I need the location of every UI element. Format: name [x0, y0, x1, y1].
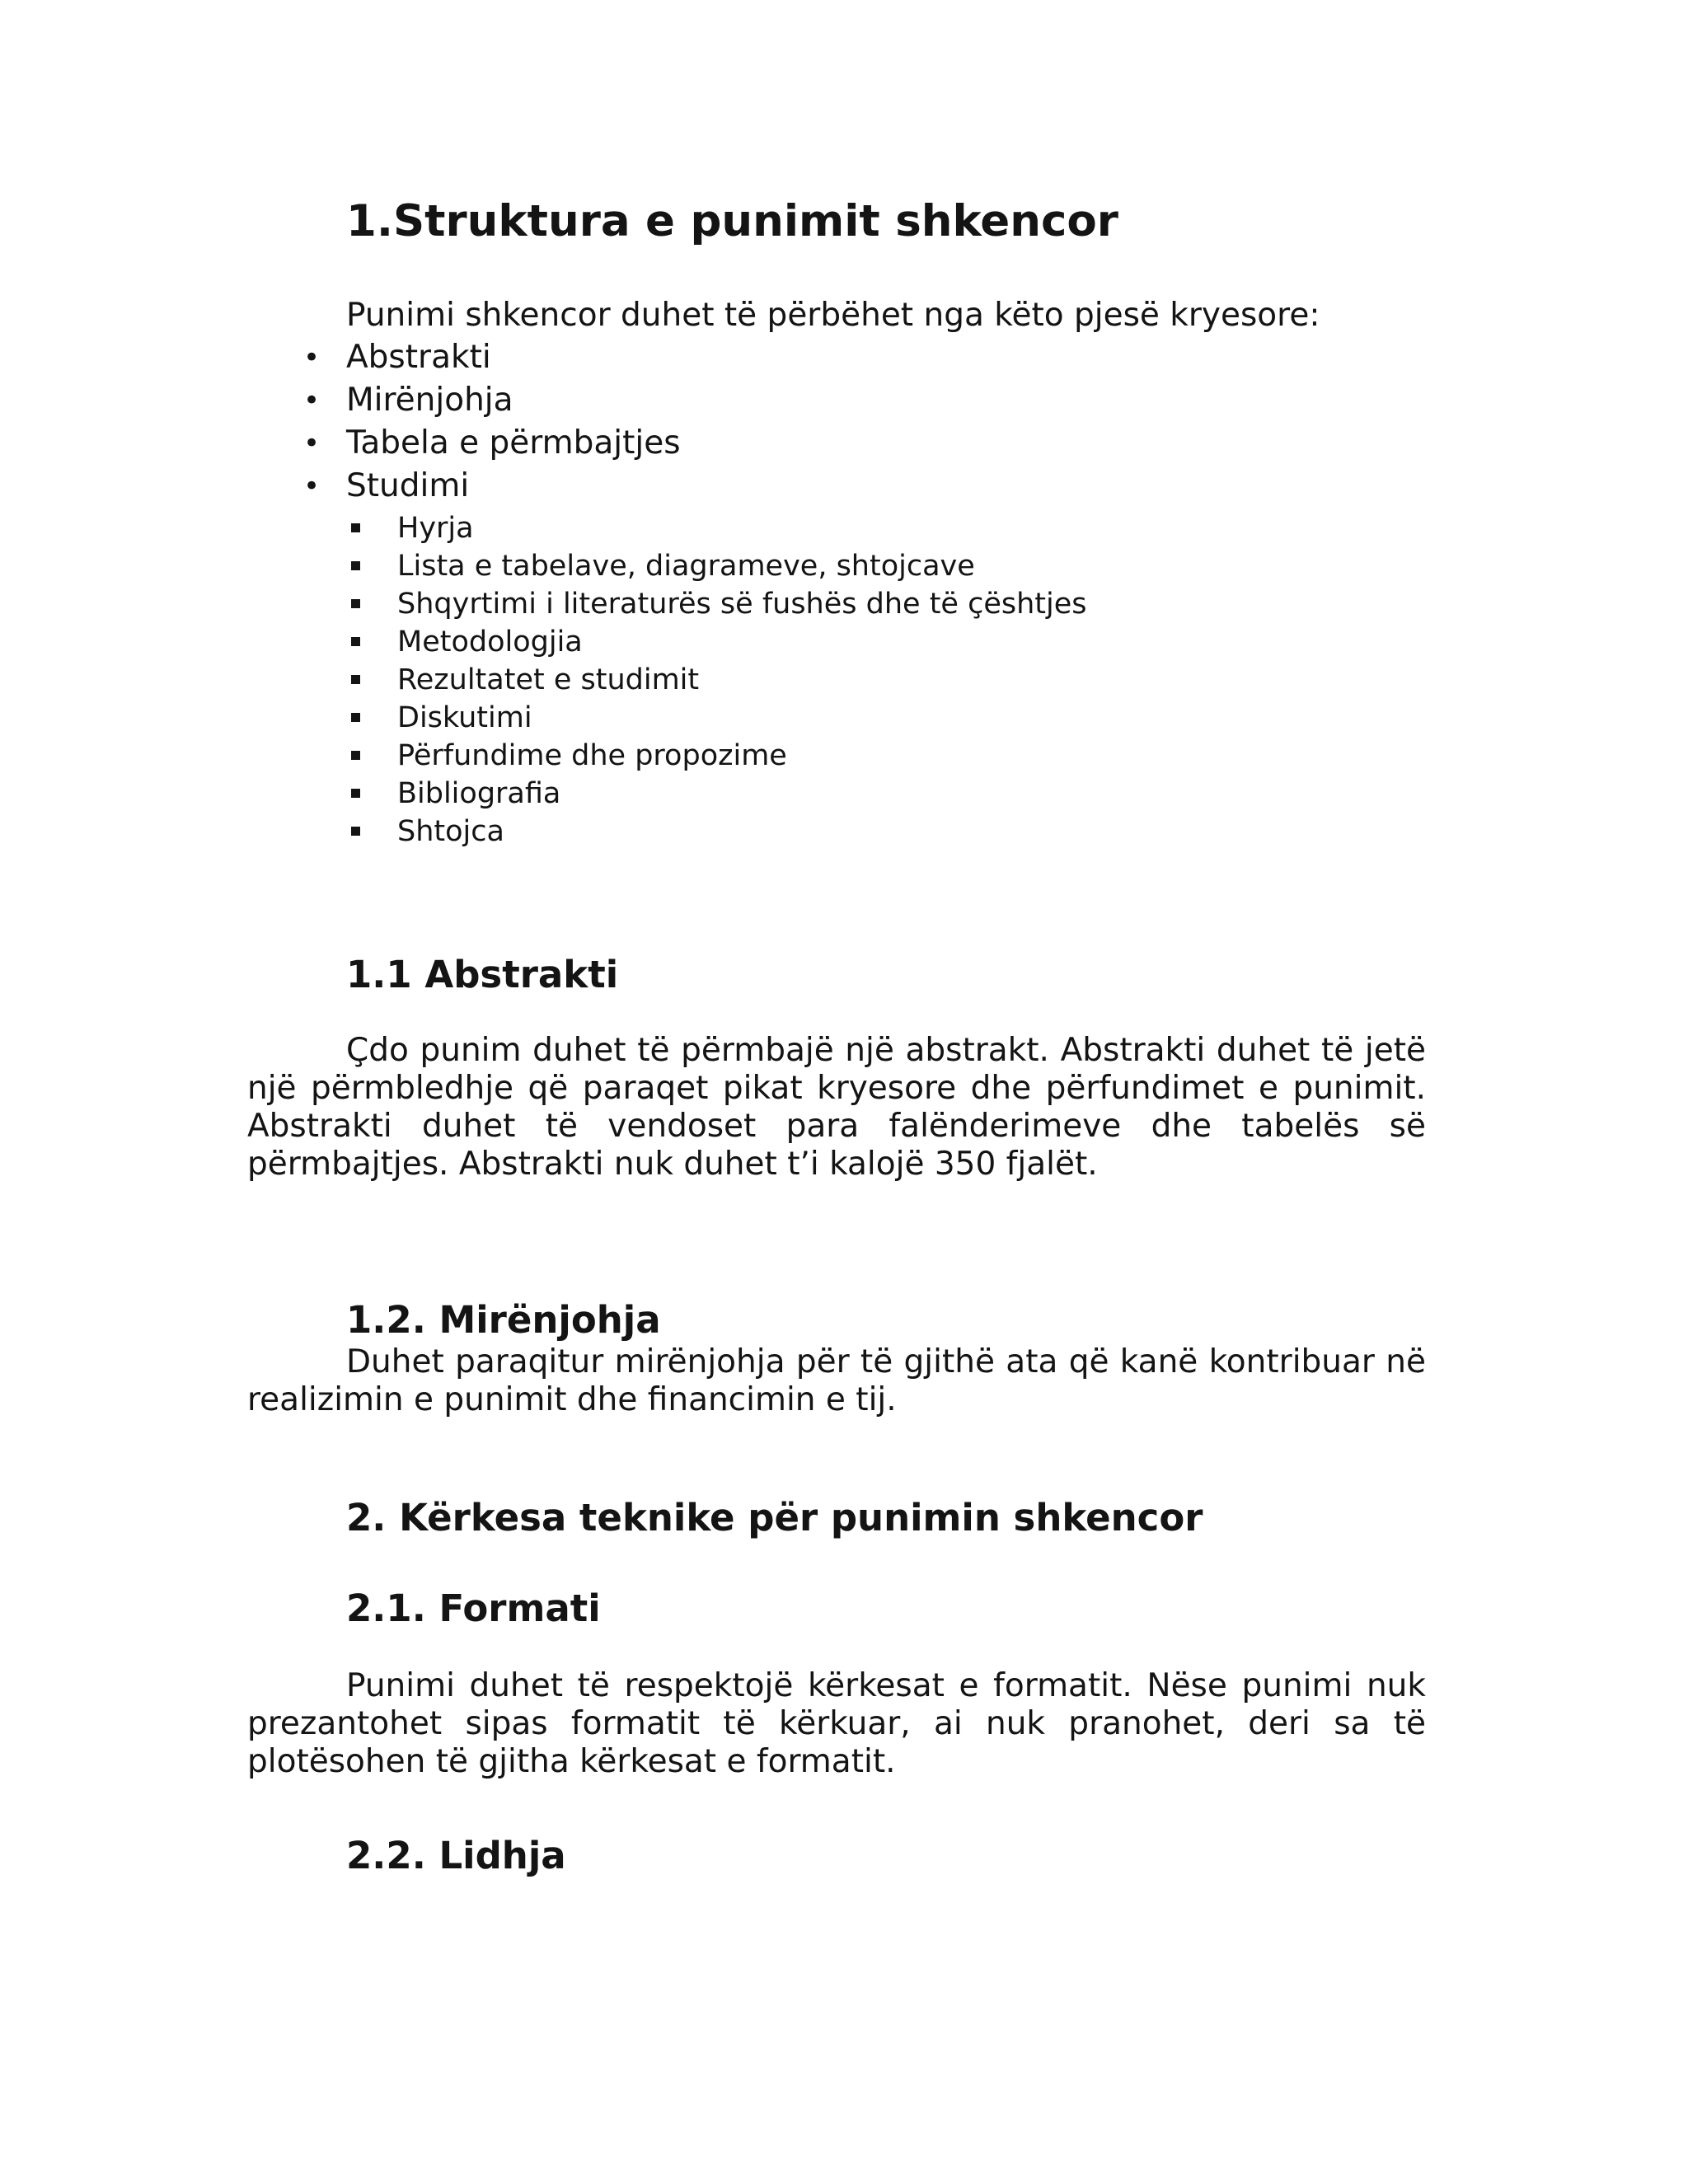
list-item: Hyrja	[247, 509, 1086, 547]
list-item: • Mirënjohja	[247, 379, 681, 422]
list-item: Diskutimi	[247, 699, 1086, 737]
section-2-1-body: Punimi duhet të respektojë kërkesat e formatit. Nëse punimi nuk prezantohet sipas formatit të kërkuar, ai nuk pranohet, deri sa të plotësohen të gjitha kërkesat e formatit.	[247, 1667, 1426, 1780]
section-1-2-heading: 1.2. Mirënjohja	[346, 1298, 661, 1342]
section-1-intro: Punimi shkencor duhet të përbëhet nga këto pjesë kryesore:	[346, 297, 1320, 334]
list-item: • Tabela e përmbajtjes	[247, 422, 681, 465]
section-1-2-body: Duhet paraqitur mirënjohja për të gjithë ata që kanë kontribuar në realizimin e punimit dhe financimin e tij.	[247, 1343, 1426, 1418]
list-item: Përfundime dhe propozime	[247, 737, 1086, 775]
list-item: • Abstrakti	[247, 336, 681, 379]
section-2-2-heading: 2.2. Lidhja	[346, 1834, 566, 1877]
list-item: Metodologjia	[247, 623, 1086, 661]
section-2-1-heading: 2.1. Formati	[346, 1586, 601, 1630]
list-item: • Studimi	[247, 465, 681, 508]
study-subparts-list	[247, 509, 1086, 851]
section-1-heading: 1.Struktura e punimit shkencor	[346, 196, 1118, 246]
section-1-1-heading: 1.1 Abstrakti	[346, 953, 619, 996]
list-item: Shtojca	[247, 813, 1086, 851]
section-1-1-body: Çdo punim duhet të përmbajë një abstrakt. Abstrakti duhet të jetë një përmbledhje që paraqet pikat kryesore dhe përfundimet e punimit. Abstrakti duhet të vendoset para falënderimeve dhe tabelës së përmbajtjes. Abstrakti nuk duhet t’i kalojë 350 fjalët.	[247, 1032, 1426, 1183]
main-parts-list	[247, 336, 681, 508]
list-item: Bibliografia	[247, 775, 1086, 813]
list-item: Shqyrtimi i literaturës së fushës dhe të çështjes	[247, 585, 1086, 623]
list-item: Rezultatet e studimit	[247, 661, 1086, 699]
list-item: Lista e tabelave, diagrameve, shtojcave	[247, 547, 1086, 585]
section-2-heading: 2. Kërkesa teknike për punimin shkencor	[346, 1496, 1203, 1540]
